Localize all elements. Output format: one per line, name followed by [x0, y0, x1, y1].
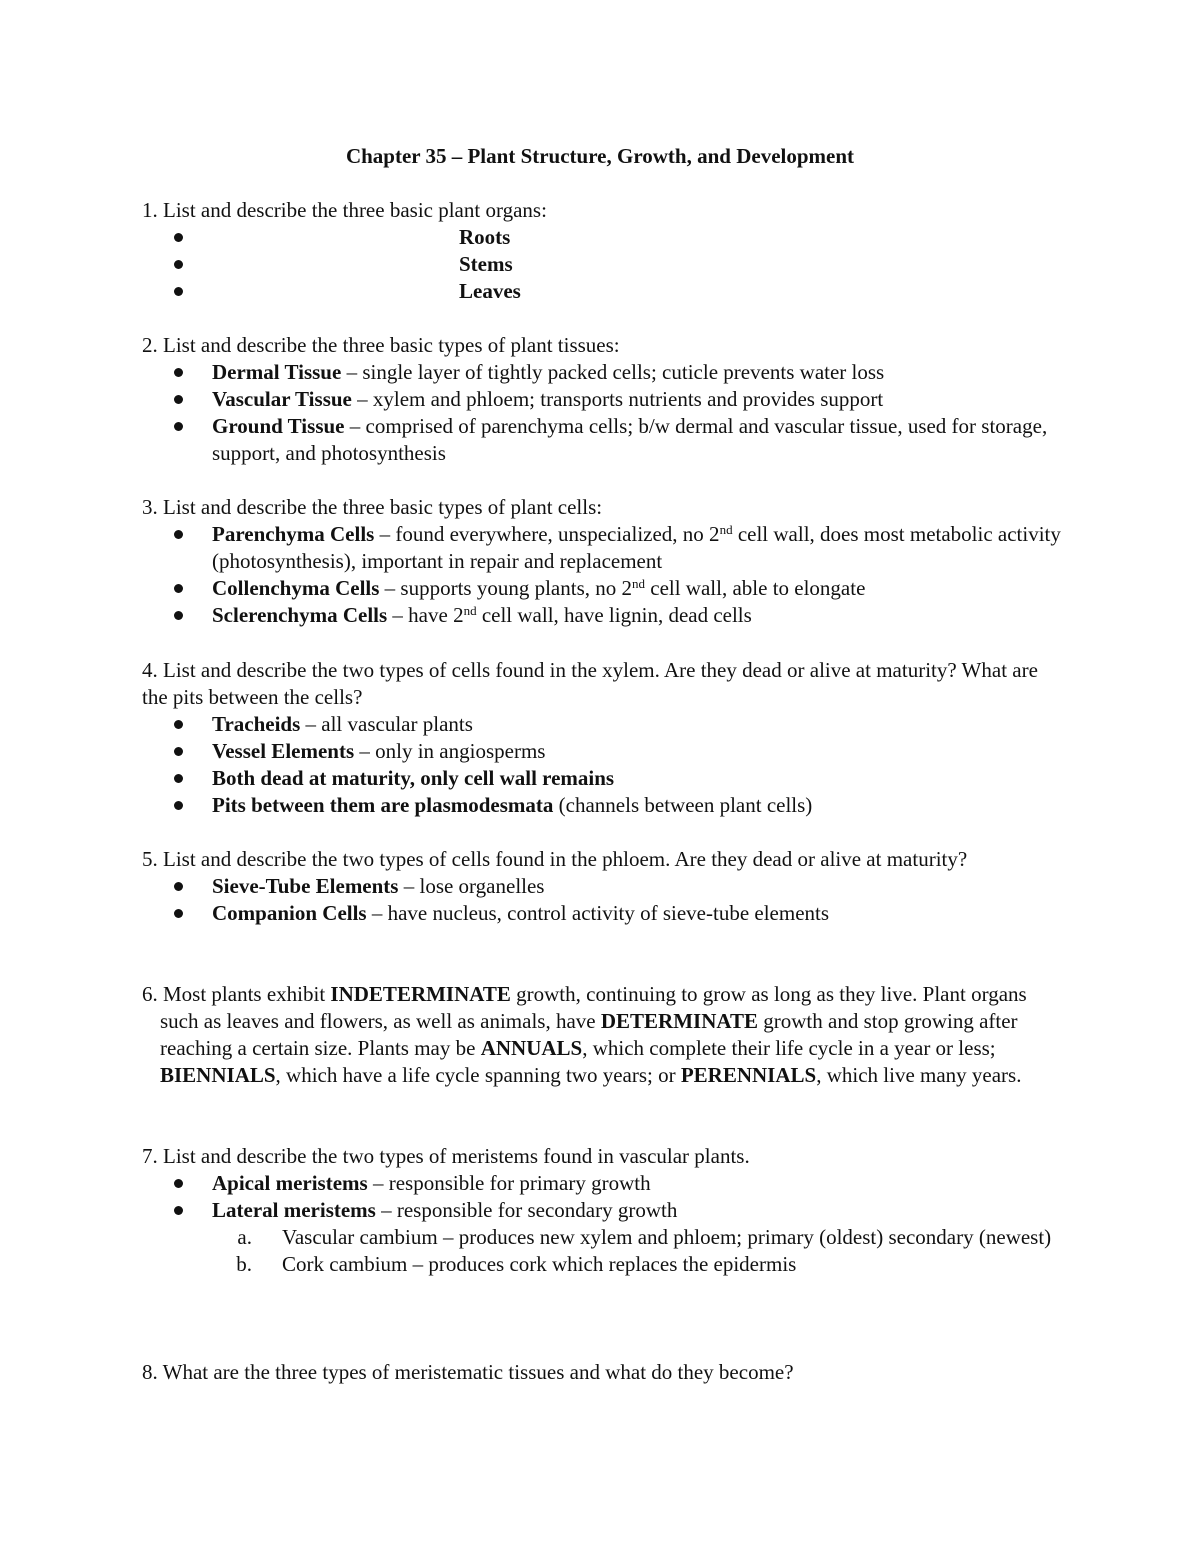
phloem-list — [142, 873, 1062, 927]
list-item: Stems — [142, 251, 1062, 278]
list-item: Leaves — [142, 278, 1062, 305]
list-item: Both dead at maturity, only cell wall remains — [142, 765, 1062, 792]
question-3 — [142, 494, 1062, 629]
list-item: Ground Tissue – comprised of parenchyma cells; b/w dermal and vascular tissue, used for storage, support, and photosynthesis — [142, 413, 1062, 467]
bullet-icon — [174, 584, 183, 593]
list-item: Companion Cells – have nucleus, control activity of sieve-tube elements — [142, 900, 1062, 927]
question-2-prompt: 2. List and describe the three basic types of plant tissues: — [142, 333, 620, 357]
bullet-icon — [174, 287, 183, 296]
bullet-icon — [174, 1179, 183, 1188]
list-item: Vascular Tissue – xylem and phloem; transports nutrients and provides support — [142, 386, 1062, 413]
tissue-list — [142, 359, 1062, 467]
question-4-prompt: 4. List and describe the two types of cells found in the xylem. Are they dead or alive at maturity? What are the pits between the cells? — [142, 658, 1038, 709]
question-7-prompt: 7. List and describe the two types of meristems found in vascular plants. — [142, 1144, 750, 1168]
question-4 — [142, 657, 1062, 819]
question-6-text: 6. Most plants exhibit INDETERMINATE growth, continuing to grow as long as they live. Plant organs such as leaves and flowers, as well as animals, have DETERMINATE growth and stop growing after reaching a certain size. Plants may be ANNUALS, which complete their life cycle in a year or less; BIENNIALS, which have a life cycle spanning two years; or PERENNIALS, which live many years. — [142, 982, 1027, 1087]
question-6 — [142, 981, 1060, 1089]
list-item: Pits between them are plasmodesmata (channels between plant cells) — [142, 792, 1062, 819]
bullet-icon — [174, 774, 183, 783]
bullet-icon — [174, 368, 183, 377]
question-2 — [142, 332, 1062, 467]
list-item: Roots — [142, 224, 1062, 251]
page-title: Chapter 35 – Plant Structure, Growth, and Development — [345, 144, 855, 168]
list-item: Dermal Tissue – single layer of tightly packed cells; cuticle prevents water loss — [142, 359, 1062, 386]
question-1-prompt: 1. List and describe the three basic plant organs: — [142, 198, 547, 222]
xylem-list — [142, 711, 1062, 819]
bullet-icon — [174, 233, 183, 242]
list-item: Collenchyma Cells – supports young plants, no 2nd cell wall, able to elongate — [142, 575, 1062, 602]
bullet-icon — [174, 1206, 183, 1215]
question-8 — [142, 1359, 1062, 1386]
question-5 — [142, 846, 1062, 927]
question-1 — [142, 197, 1062, 305]
list-item: Tracheids – all vascular plants — [142, 711, 1062, 738]
list-item: a. Vascular cambium – produces new xylem and phloem; primary (oldest) secondary (newest) — [237, 1225, 1052, 1249]
list-item: Apical meristems – responsible for primary growth — [142, 1170, 1062, 1197]
organ-list — [142, 224, 1062, 305]
bullet-icon — [174, 611, 183, 620]
question-7 — [142, 1143, 1062, 1278]
bullet-icon — [174, 882, 183, 891]
list-item: Parenchyma Cells – found everywhere, unspecialized, no 2nd cell wall, does most metabolic activity (photosynthesis), important in repair and replacement — [142, 521, 1062, 575]
question-3-prompt: 3. List and describe the three basic types of plant cells: — [142, 495, 603, 519]
cell-type-list — [142, 521, 1062, 629]
bullet-icon — [174, 747, 183, 756]
question-5-prompt: 5. List and describe the two types of cells found in the phloem. Are they dead or alive at maturity? — [142, 847, 968, 871]
list-item: Sclerenchyma Cells – have 2nd cell wall, have lignin, dead cells — [142, 602, 1062, 629]
bullet-icon — [174, 909, 183, 918]
question-8-prompt: 8. What are the three types of meristematic tissues and what do they become? — [142, 1360, 794, 1384]
bullet-icon — [174, 720, 183, 729]
list-item: b. Cork cambium – produces cork which replaces the epidermis — [236, 1252, 797, 1276]
lateral-meristem-sublist — [142, 1224, 1062, 1278]
list-item: Vessel Elements – only in angiosperms — [142, 738, 1062, 765]
bullet-icon — [174, 530, 183, 539]
list-item: Sieve-Tube Elements – lose organelles — [142, 873, 1062, 900]
list-item: Lateral meristems – responsible for secondary growth — [142, 1197, 1062, 1224]
bullet-icon — [174, 422, 183, 431]
bullet-icon — [174, 801, 183, 810]
bullet-icon — [174, 260, 183, 269]
bullet-icon — [174, 395, 183, 404]
meristem-list — [142, 1170, 1062, 1224]
